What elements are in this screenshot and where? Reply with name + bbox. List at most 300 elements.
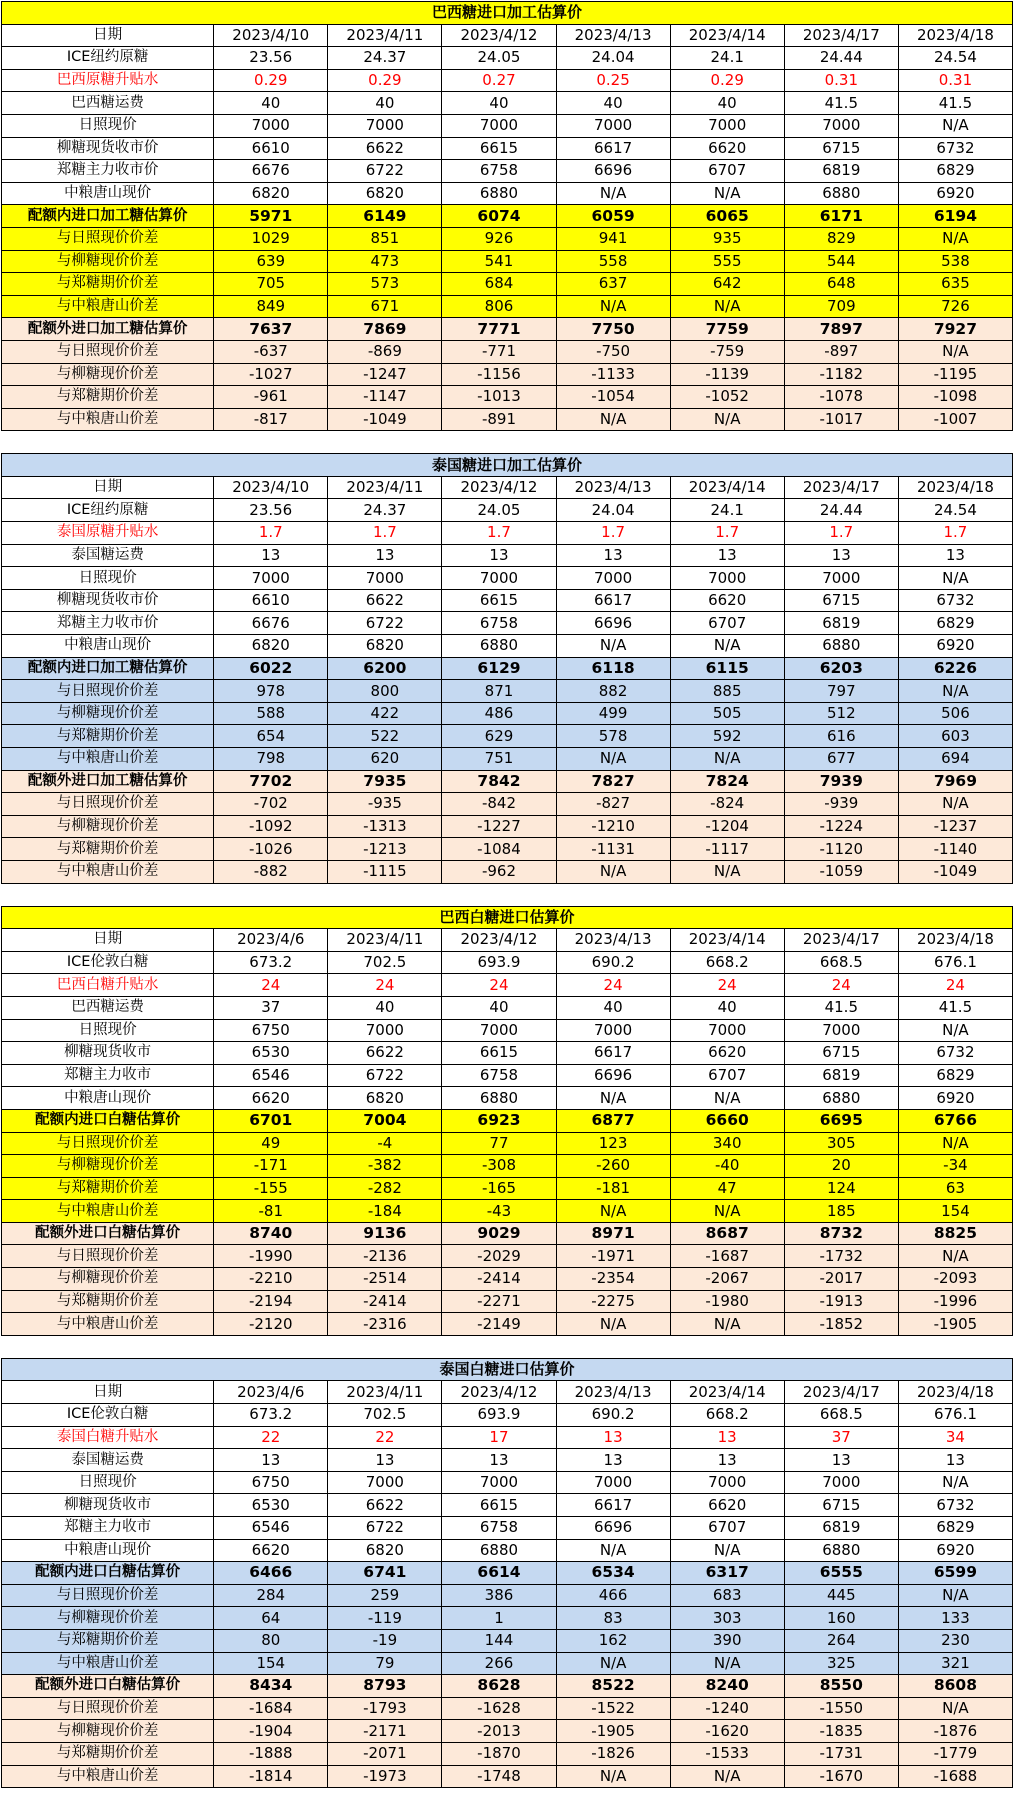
- value-cell: 160: [784, 1607, 898, 1630]
- value-cell: 24.54: [898, 47, 1012, 70]
- value-cell: 63: [898, 1177, 1012, 1200]
- value-cell: 6610: [214, 137, 328, 160]
- value-cell: N/A: [670, 1539, 784, 1562]
- table-row: [2, 1268, 1013, 1291]
- row-label: 郑糖主力收市价: [2, 612, 214, 635]
- value-cell: 588: [214, 702, 328, 725]
- section-title: 泰国糖进口加工估算价: [2, 454, 1013, 477]
- value-cell: -1098: [898, 386, 1012, 409]
- value-cell: 6758: [442, 1517, 556, 1540]
- section-title-row: [2, 2, 1013, 25]
- table-row: [2, 160, 1013, 183]
- table-row: [2, 680, 1013, 703]
- value-cell: -827: [556, 793, 670, 816]
- row-label: 与中粮唐山价差: [2, 1765, 214, 1788]
- value-cell: 7000: [670, 1471, 784, 1494]
- value-cell: 6676: [214, 612, 328, 635]
- value-cell: 7000: [556, 1019, 670, 1042]
- value-cell: -1905: [898, 1313, 1012, 1336]
- value-cell: N/A: [898, 114, 1012, 137]
- value-cell: 6610: [214, 589, 328, 612]
- value-cell: 7000: [328, 114, 442, 137]
- value-cell: 7759: [670, 318, 784, 341]
- value-cell: 751: [442, 748, 556, 771]
- value-cell: -2514: [328, 1268, 442, 1291]
- value-cell: 7000: [442, 1471, 556, 1494]
- value-cell: 6880: [442, 635, 556, 658]
- value-cell: 7000: [442, 114, 556, 137]
- value-cell: 6880: [784, 1539, 898, 1562]
- value-cell: -1115: [328, 860, 442, 883]
- date-header-cell: 2023/4/13: [556, 1381, 670, 1404]
- value-cell: 635: [898, 273, 1012, 296]
- value-cell: -19: [328, 1629, 442, 1652]
- value-cell: 8732: [784, 1222, 898, 1245]
- row-label: 中粮唐山现价: [2, 1087, 214, 1110]
- section-title-row: [2, 906, 1013, 929]
- value-cell: 926: [442, 227, 556, 250]
- value-cell: 6715: [784, 137, 898, 160]
- value-cell: 6660: [670, 1109, 784, 1132]
- value-cell: -1131: [556, 838, 670, 861]
- value-cell: 6615: [442, 137, 556, 160]
- value-cell: 303: [670, 1607, 784, 1630]
- value-cell: -2275: [556, 1290, 670, 1313]
- value-cell: -1990: [214, 1245, 328, 1268]
- value-cell: -891: [442, 408, 556, 431]
- value-cell: 13: [784, 544, 898, 567]
- value-cell: 79: [328, 1652, 442, 1675]
- value-cell: 648: [784, 273, 898, 296]
- value-cell: 6696: [556, 160, 670, 183]
- row-label: 柳糖现货收市: [2, 1042, 214, 1065]
- row-label: 配额内进口加工糖估算价: [2, 657, 214, 680]
- value-cell: 80: [214, 1629, 328, 1652]
- value-cell: -1054: [556, 386, 670, 409]
- value-cell: 24: [328, 974, 442, 997]
- row-label: 泰国糖运费: [2, 1449, 214, 1472]
- row-label: 与郑糖期价价差: [2, 725, 214, 748]
- row-label: 日照现价: [2, 1019, 214, 1042]
- table-row: [2, 1404, 1013, 1427]
- table-row: [2, 951, 1013, 974]
- value-cell: 702.5: [328, 951, 442, 974]
- value-cell: 522: [328, 725, 442, 748]
- table-row: [2, 589, 1013, 612]
- date-header-cell: 2023/4/18: [898, 24, 1012, 47]
- table-row: [2, 1584, 1013, 1607]
- value-cell: 629: [442, 725, 556, 748]
- table-row: [2, 1765, 1013, 1788]
- value-cell: N/A: [898, 793, 1012, 816]
- value-cell: 40: [556, 92, 670, 115]
- value-cell: 1.7: [670, 522, 784, 545]
- value-cell: 683: [670, 1584, 784, 1607]
- value-cell: 40: [328, 92, 442, 115]
- value-cell: N/A: [670, 635, 784, 658]
- row-label: 中粮唐山现价: [2, 1539, 214, 1562]
- table-row: [2, 725, 1013, 748]
- value-cell: -1620: [670, 1720, 784, 1743]
- row-label: 配额外进口加工糖估算价: [2, 318, 214, 341]
- row-label: 与日照现价价差: [2, 1584, 214, 1607]
- value-cell: -1980: [670, 1290, 784, 1313]
- row-label: 与中粮唐山价差: [2, 748, 214, 771]
- date-header-cell: 2023/4/12: [442, 929, 556, 952]
- value-cell: 6732: [898, 589, 1012, 612]
- value-cell: -817: [214, 408, 328, 431]
- value-cell: 13: [556, 1426, 670, 1449]
- table-row: [2, 1200, 1013, 1223]
- value-cell: 6829: [898, 1064, 1012, 1087]
- value-cell: 266: [442, 1652, 556, 1675]
- value-cell: -1224: [784, 815, 898, 838]
- value-cell: -2013: [442, 1720, 556, 1743]
- estimate-section: [1, 1, 1013, 431]
- value-cell: 64: [214, 1607, 328, 1630]
- value-cell: 7827: [556, 770, 670, 793]
- value-cell: 6820: [328, 635, 442, 658]
- table-row: [2, 1132, 1013, 1155]
- value-cell: -882: [214, 860, 328, 883]
- value-cell: -81: [214, 1200, 328, 1223]
- row-label: ICE伦敦白糖: [2, 951, 214, 974]
- value-cell: N/A: [670, 182, 784, 205]
- row-label: 配额内进口白糖估算价: [2, 1109, 214, 1132]
- value-cell: 8971: [556, 1222, 670, 1245]
- value-cell: 13: [784, 1449, 898, 1472]
- value-cell: 24.1: [670, 499, 784, 522]
- value-cell: 24: [442, 974, 556, 997]
- value-cell: 6676: [214, 160, 328, 183]
- value-cell: 13: [328, 544, 442, 567]
- row-label: 柳糖现货收市价: [2, 137, 214, 160]
- table-row: [2, 1290, 1013, 1313]
- value-cell: -1049: [328, 408, 442, 431]
- value-cell: N/A: [670, 1765, 784, 1788]
- table-row: [2, 499, 1013, 522]
- value-cell: N/A: [670, 408, 784, 431]
- value-cell: 9136: [328, 1222, 442, 1245]
- value-cell: 871: [442, 680, 556, 703]
- value-cell: 6758: [442, 160, 556, 183]
- table-row: [2, 567, 1013, 590]
- row-label: 与日照现价价差: [2, 340, 214, 363]
- value-cell: 6766: [898, 1109, 1012, 1132]
- value-cell: 7000: [556, 567, 670, 590]
- value-cell: -1026: [214, 838, 328, 861]
- table-row: [2, 1742, 1013, 1765]
- value-cell: 7771: [442, 318, 556, 341]
- row-label: 日期: [2, 1381, 214, 1404]
- value-cell: 6171: [784, 205, 898, 228]
- value-cell: 41.5: [784, 996, 898, 1019]
- value-cell: -1793: [328, 1697, 442, 1720]
- value-cell: 473: [328, 250, 442, 273]
- value-cell: 7969: [898, 770, 1012, 793]
- value-cell: 6880: [784, 635, 898, 658]
- value-cell: -1139: [670, 363, 784, 386]
- row-label: 配额内进口加工糖估算价: [2, 205, 214, 228]
- value-cell: 0.31: [898, 69, 1012, 92]
- value-cell: 6620: [214, 1539, 328, 1562]
- value-cell: 555: [670, 250, 784, 273]
- value-cell: 654: [214, 725, 328, 748]
- value-cell: 7000: [556, 1471, 670, 1494]
- value-cell: 8740: [214, 1222, 328, 1245]
- value-cell: 7000: [784, 567, 898, 590]
- value-cell: -1670: [784, 1765, 898, 1788]
- value-cell: 6707: [670, 1064, 784, 1087]
- row-label: 与郑糖期价价差: [2, 386, 214, 409]
- value-cell: -1247: [328, 363, 442, 386]
- table-row: [2, 114, 1013, 137]
- value-cell: 6614: [442, 1562, 556, 1585]
- value-cell: 7004: [328, 1109, 442, 1132]
- value-cell: 154: [214, 1652, 328, 1675]
- value-cell: 7000: [670, 114, 784, 137]
- value-cell: 7824: [670, 770, 784, 793]
- value-cell: -1049: [898, 860, 1012, 883]
- value-cell: -1748: [442, 1765, 556, 1788]
- value-cell: 6920: [898, 1539, 1012, 1562]
- table-row: [2, 1222, 1013, 1245]
- value-cell: -1240: [670, 1697, 784, 1720]
- value-cell: 24: [784, 974, 898, 997]
- table-row: [2, 974, 1013, 997]
- value-cell: 41.5: [784, 92, 898, 115]
- row-label: 与郑糖期价价差: [2, 1177, 214, 1200]
- value-cell: -1971: [556, 1245, 670, 1268]
- value-cell: 8687: [670, 1222, 784, 1245]
- value-cell: 6696: [556, 1064, 670, 1087]
- value-cell: 6820: [214, 635, 328, 658]
- row-label: 与柳糖现价价差: [2, 1155, 214, 1178]
- table-row: [2, 635, 1013, 658]
- value-cell: N/A: [670, 295, 784, 318]
- value-cell: N/A: [670, 748, 784, 771]
- value-cell: 13: [898, 1449, 1012, 1472]
- row-label: 与柳糖现价价差: [2, 1720, 214, 1743]
- table-row: [2, 657, 1013, 680]
- value-cell: 978: [214, 680, 328, 703]
- value-cell: -1059: [784, 860, 898, 883]
- value-cell: 6059: [556, 205, 670, 228]
- value-cell: 573: [328, 273, 442, 296]
- value-cell: -171: [214, 1155, 328, 1178]
- value-cell: 305: [784, 1132, 898, 1155]
- date-header-cell: 2023/4/11: [328, 476, 442, 499]
- value-cell: 694: [898, 748, 1012, 771]
- value-cell: -1996: [898, 1290, 1012, 1313]
- table-row: [2, 838, 1013, 861]
- row-label: ICE纽约原糖: [2, 47, 214, 70]
- value-cell: 6829: [898, 1517, 1012, 1540]
- value-cell: -1888: [214, 1742, 328, 1765]
- table-row: [2, 1607, 1013, 1630]
- value-cell: 123: [556, 1132, 670, 1155]
- value-cell: 6732: [898, 1042, 1012, 1065]
- value-cell: 49: [214, 1132, 328, 1155]
- table-row: [2, 748, 1013, 771]
- value-cell: -1732: [784, 1245, 898, 1268]
- value-cell: 6530: [214, 1042, 328, 1065]
- value-cell: 829: [784, 227, 898, 250]
- row-label: 配额内进口白糖估算价: [2, 1562, 214, 1585]
- value-cell: 6715: [784, 1494, 898, 1517]
- value-cell: -1731: [784, 1742, 898, 1765]
- value-cell: N/A: [556, 748, 670, 771]
- row-label: 与郑糖期价价差: [2, 1742, 214, 1765]
- row-label: 日期: [2, 929, 214, 952]
- value-cell: 34: [898, 1426, 1012, 1449]
- table-row: [2, 1426, 1013, 1449]
- value-cell: 8522: [556, 1675, 670, 1698]
- value-cell: 6920: [898, 1087, 1012, 1110]
- value-cell: 726: [898, 295, 1012, 318]
- value-cell: -1227: [442, 815, 556, 838]
- table-row: [2, 1517, 1013, 1540]
- value-cell: 6923: [442, 1109, 556, 1132]
- value-cell: -1195: [898, 363, 1012, 386]
- value-cell: N/A: [898, 567, 1012, 590]
- value-cell: 6118: [556, 657, 670, 680]
- value-cell: -1204: [670, 815, 784, 838]
- table-row: [2, 92, 1013, 115]
- value-cell: 41.5: [898, 92, 1012, 115]
- value-cell: 673.2: [214, 1404, 328, 1427]
- value-cell: 797: [784, 680, 898, 703]
- value-cell: 702.5: [328, 1404, 442, 1427]
- header-row: [2, 476, 1013, 499]
- date-header-cell: 2023/4/12: [442, 1381, 556, 1404]
- value-cell: -260: [556, 1155, 670, 1178]
- value-cell: 40: [214, 92, 328, 115]
- value-cell: 885: [670, 680, 784, 703]
- value-cell: 806: [442, 295, 556, 318]
- value-cell: 637: [556, 273, 670, 296]
- row-label: 泰国糖运费: [2, 544, 214, 567]
- value-cell: 7750: [556, 318, 670, 341]
- date-header-cell: 2023/4/17: [784, 476, 898, 499]
- value-cell: 668.5: [784, 1404, 898, 1427]
- value-cell: N/A: [898, 1697, 1012, 1720]
- value-cell: N/A: [670, 1313, 784, 1336]
- date-header-cell: 2023/4/11: [328, 929, 442, 952]
- estimate-table: [1, 1358, 1013, 1788]
- row-label: 郑糖主力收市: [2, 1064, 214, 1087]
- value-cell: -1052: [670, 386, 784, 409]
- value-cell: 512: [784, 702, 898, 725]
- value-cell: 7869: [328, 318, 442, 341]
- value-cell: -1905: [556, 1720, 670, 1743]
- value-cell: 445: [784, 1584, 898, 1607]
- row-label: ICE纽约原糖: [2, 499, 214, 522]
- value-cell: 24.54: [898, 499, 1012, 522]
- value-cell: 6722: [328, 1517, 442, 1540]
- value-cell: 505: [670, 702, 784, 725]
- value-cell: 7000: [214, 114, 328, 137]
- value-cell: 6819: [784, 1517, 898, 1540]
- value-cell: -962: [442, 860, 556, 883]
- value-cell: 6617: [556, 1042, 670, 1065]
- value-cell: 24.1: [670, 47, 784, 70]
- value-cell: 40: [670, 92, 784, 115]
- section-title: 巴西糖进口加工估算价: [2, 2, 1013, 25]
- section-gap: [1, 884, 1013, 906]
- value-cell: 676.1: [898, 1404, 1012, 1427]
- value-cell: 8628: [442, 1675, 556, 1698]
- value-cell: 6620: [670, 1042, 784, 1065]
- value-cell: 6880: [784, 182, 898, 205]
- value-cell: -842: [442, 793, 556, 816]
- value-cell: 6829: [898, 160, 1012, 183]
- estimate-table: [1, 453, 1013, 883]
- value-cell: -282: [328, 1177, 442, 1200]
- row-label: 与日照现价价差: [2, 793, 214, 816]
- value-cell: 13: [214, 1449, 328, 1472]
- value-cell: 6920: [898, 635, 1012, 658]
- value-cell: 690.2: [556, 951, 670, 974]
- value-cell: -1313: [328, 815, 442, 838]
- value-cell: 541: [442, 250, 556, 273]
- value-cell: -1687: [670, 1245, 784, 1268]
- value-cell: 6555: [784, 1562, 898, 1585]
- value-cell: 40: [442, 92, 556, 115]
- value-cell: 0.29: [670, 69, 784, 92]
- value-cell: 7897: [784, 318, 898, 341]
- value-cell: -1027: [214, 363, 328, 386]
- value-cell: N/A: [670, 1200, 784, 1223]
- value-cell: -1210: [556, 815, 670, 838]
- value-cell: -2067: [670, 1268, 784, 1291]
- value-cell: -2149: [442, 1313, 556, 1336]
- value-cell: 578: [556, 725, 670, 748]
- value-cell: 0.25: [556, 69, 670, 92]
- estimate-section: [1, 906, 1013, 1336]
- row-label: 与郑糖期价价差: [2, 1629, 214, 1652]
- value-cell: 22: [328, 1426, 442, 1449]
- value-cell: 124: [784, 1177, 898, 1200]
- value-cell: -1876: [898, 1720, 1012, 1743]
- header-row: [2, 929, 1013, 952]
- date-header-cell: 2023/4/6: [214, 1381, 328, 1404]
- value-cell: -155: [214, 1177, 328, 1200]
- value-cell: N/A: [670, 1087, 784, 1110]
- table-row: [2, 1155, 1013, 1178]
- value-cell: 41.5: [898, 996, 1012, 1019]
- value-cell: 6750: [214, 1019, 328, 1042]
- value-cell: 6722: [328, 160, 442, 183]
- table-row: [2, 815, 1013, 838]
- value-cell: -2029: [442, 1245, 556, 1268]
- value-cell: 6622: [328, 137, 442, 160]
- value-cell: 6622: [328, 1042, 442, 1065]
- row-label: 与日照现价价差: [2, 680, 214, 703]
- value-cell: -2354: [556, 1268, 670, 1291]
- row-label: 巴西白糖升贴水: [2, 974, 214, 997]
- value-cell: -771: [442, 340, 556, 363]
- value-cell: 8793: [328, 1675, 442, 1698]
- value-cell: 40: [328, 996, 442, 1019]
- value-cell: 668.2: [670, 951, 784, 974]
- value-cell: 24.44: [784, 499, 898, 522]
- table-row: [2, 1177, 1013, 1200]
- value-cell: 668.5: [784, 951, 898, 974]
- value-cell: 538: [898, 250, 1012, 273]
- value-cell: -961: [214, 386, 328, 409]
- value-cell: 17: [442, 1426, 556, 1449]
